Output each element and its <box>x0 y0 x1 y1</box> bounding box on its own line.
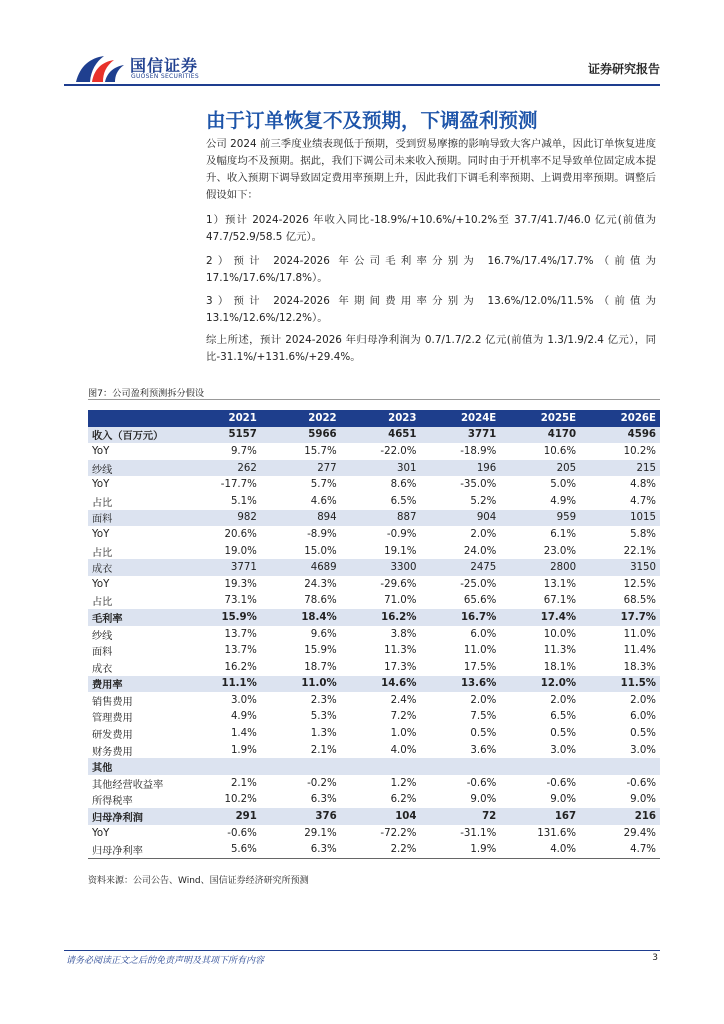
table-row <box>88 526 660 543</box>
row-label: 面料 <box>92 647 113 659</box>
table-cell: 5.6% <box>181 841 261 858</box>
table-cell: 2.0% <box>470 694 497 706</box>
table-cell: 11.0% <box>261 676 341 693</box>
table-cell: 4.0% <box>500 841 580 858</box>
table-cell: -0.6% <box>227 827 257 839</box>
row-label: 占比 <box>92 497 113 509</box>
row-label: 所得税率 <box>92 796 133 808</box>
table-cell: 17.5% <box>463 661 497 673</box>
table-cell: 6.5% <box>550 711 577 723</box>
table-cell: 3771 <box>181 559 261 576</box>
table-row <box>88 493 660 510</box>
table-cell: 9.6% <box>310 628 337 640</box>
table-row <box>88 576 660 593</box>
table-cell: 301 <box>341 460 421 477</box>
table-row <box>88 808 660 825</box>
table-cell: 17.3% <box>384 661 417 673</box>
table-cell: -0.6% <box>466 777 497 789</box>
table-cell: 4.9% <box>550 495 577 507</box>
table-cell: 6.0% <box>630 711 656 723</box>
table-cell: 17.4% <box>500 609 580 626</box>
table-header-cell: 2024E <box>420 410 500 427</box>
table-cell: 65.6% <box>463 595 497 607</box>
row-label: 纱线 <box>88 460 181 477</box>
table-cell: 2.0% <box>470 528 497 540</box>
table-cell: -25.0% <box>460 578 497 590</box>
table-cell: -0.9% <box>386 528 417 540</box>
table-cell: 6.3% <box>310 794 337 806</box>
table-cell: 4.9% <box>230 711 257 723</box>
table-cell: 10.2% <box>224 794 257 806</box>
row-label: 研发费用 <box>92 730 133 742</box>
table-cell: 3.6% <box>470 744 497 756</box>
table-cell: 15.7% <box>304 445 337 457</box>
table-cell: 1.2% <box>390 777 417 789</box>
table-cell: 4.7% <box>580 841 660 858</box>
table-cell: 6.0% <box>470 628 497 640</box>
table-cell: 376 <box>261 808 341 825</box>
row-label: 毛利率 <box>88 609 181 626</box>
source-note: 资料来源：公司公告、Wind、国信证券经济研究所预测 <box>88 876 309 886</box>
table-cell: 5157 <box>181 427 261 444</box>
table-row <box>88 559 660 576</box>
table-row <box>88 692 660 709</box>
table-cell: 1015 <box>580 510 660 527</box>
table-cell: 3150 <box>580 559 660 576</box>
table-row <box>88 725 660 742</box>
table-cell: 2.2% <box>341 841 421 858</box>
table-header-cell: 2022 <box>261 410 341 427</box>
table-cell: 4689 <box>261 559 341 576</box>
report-type-label: 证券研究报告 <box>587 62 660 76</box>
figure-caption: 图7：公司盈利预测拆分假设 <box>88 388 205 399</box>
table-cell: 3.0% <box>630 744 656 756</box>
table-cell: -72.2% <box>380 827 417 839</box>
table-cell: 13.6% <box>420 676 500 693</box>
table-header-row <box>88 410 660 427</box>
table-cell: 19.3% <box>224 578 257 590</box>
row-label: 财务费用 <box>92 746 133 758</box>
table-cell: 2.3% <box>310 694 337 706</box>
caption-divider <box>88 399 660 400</box>
table-cell: -18.9% <box>460 445 497 457</box>
table-cell: 6.3% <box>261 841 341 858</box>
section-title: 由于订单恢复不及预期，下调盈利预测 <box>206 109 538 132</box>
table-cell: 2.1% <box>230 777 257 789</box>
table-cell: 3.0% <box>550 744 577 756</box>
table-row <box>88 642 660 659</box>
body-paragraph-gross-margin: 2）预计 2024-2026 年公司毛利率分别为 16.7%/17.4%/17.7%（前值为 17.1%/17.6%/17.8%）。 <box>206 255 656 284</box>
table-cell: 18.3% <box>623 661 656 673</box>
row-label: YoY <box>92 479 110 491</box>
table-cell: 2.0% <box>550 694 577 706</box>
table-cell: 4.6% <box>310 495 337 507</box>
table-cell: -22.0% <box>380 445 417 457</box>
table-cell: 12.0% <box>500 676 580 693</box>
table-header-cell <box>88 410 181 427</box>
table-cell: 4.8% <box>630 479 656 491</box>
table-cell: 24.3% <box>304 578 337 590</box>
table-cell: 1.9% <box>230 744 257 756</box>
table-cell: 24.0% <box>463 545 497 557</box>
table-cell: 982 <box>181 510 261 527</box>
table-cell: 262 <box>181 460 261 477</box>
table-cell: 3.8% <box>390 628 417 640</box>
table-cell: -29.6% <box>380 578 417 590</box>
row-label: 其他 <box>88 758 181 775</box>
table-cell: 0.5% <box>470 728 497 740</box>
table-cell: 3300 <box>341 559 421 576</box>
footer-divider <box>64 950 660 951</box>
row-label: 面料 <box>88 510 181 527</box>
table-cell: 104 <box>341 808 421 825</box>
row-label: 管理费用 <box>92 713 133 725</box>
table-cell: 959 <box>500 510 580 527</box>
table-cell: 2475 <box>420 559 500 576</box>
table-row <box>88 775 660 792</box>
body-paragraph-summary: 综上所述，预计 2024-2026 年归母净利润为 0.7/1.7/2.2 亿元(前值为 1.3/1.9/2.4 亿元），同比-31.1%/+131.6%/+29.4%。 <box>206 334 656 363</box>
table-cell: 11.0% <box>463 645 497 657</box>
table-cell: 29.4% <box>623 827 656 839</box>
table-cell: 10.2% <box>623 445 656 457</box>
table-cell: 196 <box>420 460 500 477</box>
table-cell: 904 <box>420 510 500 527</box>
table-row <box>88 476 660 493</box>
brand-name-en: GUOSEN SECURITIES <box>131 73 200 80</box>
table-cell: 18.1% <box>543 661 577 673</box>
table-cell: 73.1% <box>224 595 257 607</box>
table-cell: 3771 <box>420 427 500 444</box>
row-label: 占比 <box>92 547 113 559</box>
table-cell: 11.4% <box>623 645 656 657</box>
table-cell: 11.1% <box>181 676 261 693</box>
table-cell: -17.7% <box>220 479 257 491</box>
table-header-cell: 2026E <box>580 410 660 427</box>
table-row <box>88 427 660 444</box>
table-cell: 12.5% <box>623 578 656 590</box>
table-cell: -0.2% <box>307 777 337 789</box>
table-header-cell: 2021 <box>181 410 261 427</box>
table-cell: 167 <box>500 808 580 825</box>
table-cell: 215 <box>580 460 660 477</box>
table-cell: 9.0% <box>470 794 497 806</box>
table-cell: 5966 <box>261 427 341 444</box>
table-cell: 4170 <box>500 427 580 444</box>
table-cell: -35.0% <box>460 479 497 491</box>
table-cell: 10.0% <box>543 628 577 640</box>
disclaimer-text: 请务必阅读正文之后的免责声明及其项下所有内容 <box>66 956 265 966</box>
table-cell: 6.2% <box>390 794 417 806</box>
guosen-logo-icon <box>74 52 126 84</box>
table-row <box>88 510 660 527</box>
table-cell <box>261 758 341 775</box>
table-cell: 18.7% <box>304 661 337 673</box>
table-cell: 17.7% <box>580 609 660 626</box>
row-label: 成衣 <box>88 559 181 576</box>
table-cell: 23.0% <box>543 545 577 557</box>
body-paragraph-revenue: 1）预计 2024-2026 年收入同比-18.9%/+10.6%/+10.2%至 37.7/41.7/46.0 亿元(前值为 47.7/52.9/58.5 亿元）。 <box>206 214 656 243</box>
table-cell: 7.2% <box>390 711 417 723</box>
table-cell: 22.1% <box>623 545 656 557</box>
table-cell: 205 <box>500 460 580 477</box>
table-cell: 6.5% <box>390 495 417 507</box>
table-row <box>88 543 660 560</box>
table-cell: 4.7% <box>630 495 656 507</box>
table-cell: 2800 <box>500 559 580 576</box>
table-cell: 2.4% <box>390 694 417 706</box>
table-cell: 16.2% <box>224 661 257 673</box>
table-cell: 11.3% <box>543 645 577 657</box>
table-cell: 19.1% <box>384 545 417 557</box>
table-cell: 11.5% <box>580 676 660 693</box>
row-label: YoY <box>92 827 110 839</box>
table-cell: 15.9% <box>304 645 337 657</box>
table-cell <box>420 758 500 775</box>
table-cell: 4.0% <box>390 744 417 756</box>
table-header-cell: 2023 <box>341 410 421 427</box>
table-cell: 0.5% <box>630 728 656 740</box>
table-cell: 131.6% <box>537 827 577 839</box>
table-cell: 894 <box>261 510 341 527</box>
table-row <box>88 609 660 626</box>
body-paragraph-intro: 公司 2024 前三季度业绩表现低于预期，受到贸易摩擦的影响导致大客户减单，因此订单恢复进度及幅度均不及预期。据此，我们下调公司未来收入预期。同时由于开机率不足导致单位固定成本提升、收入预期下调导致固定费用率预期上升，因此我们下调毛利率预期、上调费用率预期。调整后假设如下： <box>206 138 656 201</box>
table-cell: 71.0% <box>384 595 417 607</box>
table-cell: 5.2% <box>470 495 497 507</box>
table-cell: 13.7% <box>224 628 257 640</box>
table-cell: 2.1% <box>310 744 337 756</box>
table-cell: 13.1% <box>543 578 577 590</box>
row-label: 费用率 <box>88 676 181 693</box>
table-cell: 5.7% <box>310 479 337 491</box>
table-row <box>88 443 660 460</box>
table-cell: 3.0% <box>230 694 257 706</box>
table-cell: 16.2% <box>341 609 421 626</box>
table-cell: 7.5% <box>470 711 497 723</box>
table-row <box>88 626 660 643</box>
table-row <box>88 460 660 477</box>
table-cell: 291 <box>181 808 261 825</box>
page-number: 3 <box>652 953 658 963</box>
row-label: 其他经营收益率 <box>92 779 164 791</box>
row-label: 成衣 <box>92 663 113 675</box>
table-cell: 4651 <box>341 427 421 444</box>
forecast-table <box>88 410 660 859</box>
body-paragraph-expense-ratio: 3）预计 2024-2026 年期间费用率分别为 13.6%/12.0%/11.5%（前值为 13.1%/12.6%/12.2%）。 <box>206 295 656 324</box>
table-cell: 16.7% <box>420 609 500 626</box>
table-cell: 68.5% <box>623 595 656 607</box>
table-cell <box>500 758 580 775</box>
table-row <box>88 676 660 693</box>
brand-name-cn: 国信证券 <box>130 56 199 75</box>
table-row <box>88 742 660 759</box>
table-cell: 8.6% <box>390 479 417 491</box>
table-cell: 11.0% <box>623 628 656 640</box>
table-cell: 2.0% <box>630 694 656 706</box>
table-row <box>88 709 660 726</box>
table-header-cell: 2025E <box>500 410 580 427</box>
header-divider <box>64 84 660 86</box>
page-header <box>64 48 660 88</box>
table-row <box>88 792 660 809</box>
table-cell: 72 <box>420 808 500 825</box>
table-cell: 11.3% <box>384 645 417 657</box>
guosen-logo <box>74 50 214 86</box>
table-cell: 1.0% <box>390 728 417 740</box>
table-cell: 4596 <box>580 427 660 444</box>
table-cell: 1.9% <box>420 841 500 858</box>
table-cell: 5.0% <box>550 479 577 491</box>
table-cell: 20.6% <box>224 528 257 540</box>
table-cell: 5.1% <box>230 495 257 507</box>
table-cell <box>341 758 421 775</box>
table-cell: 0.5% <box>550 728 577 740</box>
table-row <box>88 825 660 842</box>
table-cell: 5.8% <box>630 528 656 540</box>
table-cell: 67.1% <box>543 595 577 607</box>
table-body <box>88 427 660 858</box>
table-cell: -31.1% <box>460 827 497 839</box>
table-cell: 19.0% <box>224 545 257 557</box>
row-label: YoY <box>92 445 110 457</box>
table-cell: 10.6% <box>543 445 577 457</box>
table-row <box>88 758 660 775</box>
table-cell: 78.6% <box>304 595 337 607</box>
table-cell: 9.0% <box>550 794 577 806</box>
row-label: 归母净利率 <box>88 841 181 858</box>
table-cell: 5.3% <box>310 711 337 723</box>
table-cell: 887 <box>341 510 421 527</box>
table-cell: 6.1% <box>550 528 577 540</box>
row-label: 收入（百万元） <box>88 427 181 444</box>
table-cell: -8.9% <box>307 528 337 540</box>
table-row <box>88 593 660 610</box>
table-cell: 15.0% <box>304 545 337 557</box>
table-cell: 13.7% <box>224 645 257 657</box>
table-cell: 9.0% <box>630 794 656 806</box>
row-label: 纱线 <box>92 630 113 642</box>
table-cell: 277 <box>261 460 341 477</box>
table-cell: 1.4% <box>230 728 257 740</box>
table-row <box>88 659 660 676</box>
table-cell: -0.6% <box>626 777 656 789</box>
table-cell: 9.7% <box>230 445 257 457</box>
table-cell: 14.6% <box>341 676 421 693</box>
table-cell <box>580 758 660 775</box>
table-cell: 18.4% <box>261 609 341 626</box>
table-cell: 216 <box>580 808 660 825</box>
table-cell <box>181 758 261 775</box>
table-cell: 15.9% <box>181 609 261 626</box>
row-label: 归母净利润 <box>88 808 181 825</box>
row-label: YoY <box>92 528 110 540</box>
table-cell: -0.6% <box>546 777 577 789</box>
table-cell: 29.1% <box>304 827 337 839</box>
row-label: 销售费用 <box>92 696 133 708</box>
row-label: 占比 <box>92 597 113 609</box>
row-label: YoY <box>92 578 110 590</box>
table-cell: 1.3% <box>310 728 337 740</box>
table-row <box>88 841 660 858</box>
